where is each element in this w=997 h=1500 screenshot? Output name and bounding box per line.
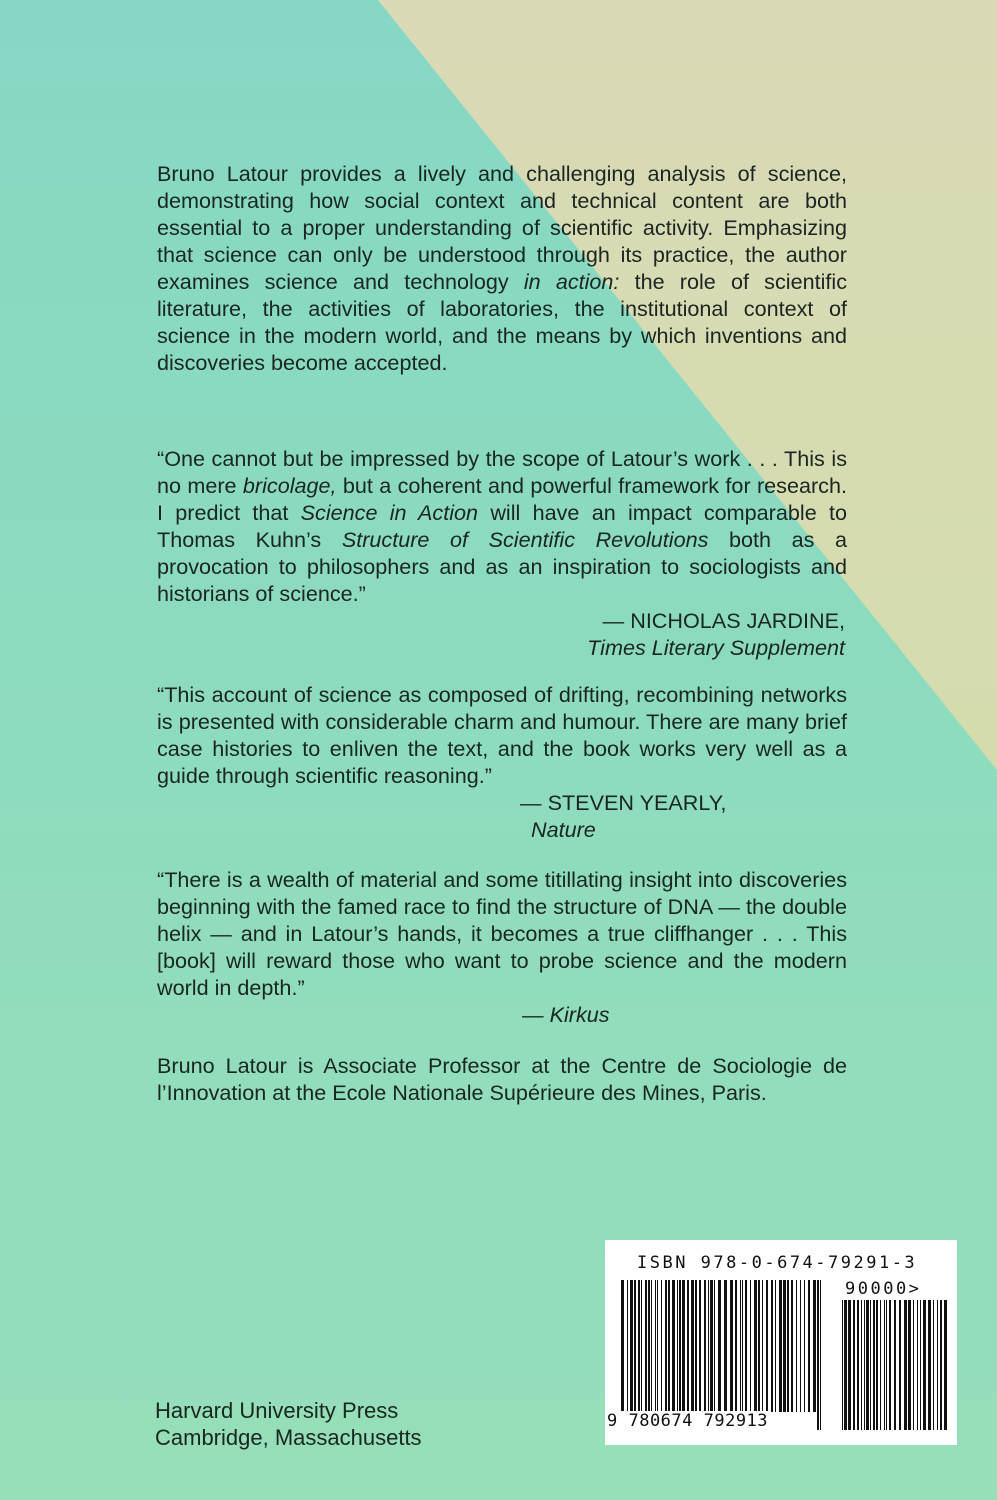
jardine-text-4: both as a provocation to philosophers and as an inspiration to sociologists and historians of science.”	[157, 527, 848, 606]
publisher-imprint	[155, 1397, 422, 1451]
barcode-bar	[944, 1300, 947, 1430]
barcode-bar	[928, 1300, 931, 1430]
barcode-bar	[940, 1300, 942, 1430]
barcode-bar	[889, 1300, 891, 1430]
barcode-bar	[899, 1300, 901, 1430]
barcode-bar	[648, 1280, 650, 1412]
barcode-bar	[750, 1280, 751, 1412]
barcode-bar	[908, 1300, 911, 1430]
barcode-bar	[857, 1300, 859, 1430]
barcode-bar	[894, 1300, 896, 1430]
jardine-text-3: will have an impact comparable to Thomas Kuhn’s	[157, 500, 847, 552]
jardine-source	[157, 634, 847, 661]
barcode-bar	[771, 1280, 773, 1412]
isbn-label: ISBN 978-0-674-79291-3	[637, 1253, 918, 1273]
barcode-bar	[876, 1300, 878, 1430]
barcode-bar	[884, 1300, 885, 1430]
barcode-bar	[766, 1280, 768, 1412]
description-text-2: the role of scientific literature, the activities of laboratories, the institutional context of science in the modern world, and the means by which inventions and discoveries become accepted.	[157, 269, 847, 375]
barcode-bar	[655, 1280, 656, 1412]
barcode-bar	[870, 1300, 871, 1430]
barcode-bar	[665, 1280, 667, 1412]
barcode-digits: 9 780674 792913	[607, 1411, 769, 1431]
jardine-italic-2: Science in Action	[300, 500, 479, 525]
barcode-bar	[641, 1280, 642, 1412]
barcode-bar	[783, 1280, 786, 1412]
barcode-bar	[873, 1300, 875, 1430]
barcode-bar	[842, 1300, 843, 1430]
kirkus-text: “There is a wealth of material and some titillating insight into discoveries beginning with the famed race to find the structure of DNA — the double helix — and in Latour’s hands, it becomes a true cliffhanger . . . This [book] will reward those who want to probe science and the modern world in depth.”	[157, 867, 847, 1000]
barcode-bar	[904, 1300, 907, 1430]
jardine-source-italic: Times Literary Supplement	[587, 635, 845, 660]
barcode-bar	[742, 1280, 743, 1412]
barcode-bar	[861, 1300, 862, 1430]
barcode-bar	[848, 1300, 851, 1430]
barcode-bar	[813, 1280, 816, 1412]
barcode-bar	[691, 1280, 694, 1412]
barcode-bar	[817, 1280, 819, 1430]
jardine-text-1: “One cannot but be impressed by the scope of Latour’s work . . . This is no mere	[157, 446, 847, 498]
quote-kirkus	[157, 866, 847, 1028]
barcode-bar	[913, 1300, 914, 1430]
publisher-location: Cambridge, Massachusetts	[155, 1425, 422, 1450]
book-description	[157, 160, 847, 376]
barcode-bar	[937, 1300, 938, 1430]
barcode-bar	[638, 1280, 640, 1412]
barcode-bar	[787, 1280, 789, 1412]
barcode-bar	[657, 1280, 658, 1412]
barcode-bar	[791, 1280, 793, 1412]
barcode-bar	[710, 1280, 713, 1412]
author-bio	[157, 1052, 847, 1106]
barcode-bar	[677, 1280, 678, 1412]
barcode-bar	[740, 1280, 741, 1412]
barcode-bar	[687, 1280, 689, 1412]
barcode-bar	[621, 1280, 624, 1430]
barcode-bar	[796, 1280, 797, 1412]
yearly-source-italic: Nature	[531, 817, 596, 842]
barcode-bar	[923, 1300, 926, 1430]
barcode-bar	[820, 1280, 821, 1430]
price-addon-barcode	[840, 1300, 950, 1430]
barcode-bar	[645, 1280, 647, 1412]
barcode-bar	[714, 1280, 715, 1412]
barcode-bar	[627, 1280, 628, 1430]
description-text-1: Bruno Latour provides a lively and challenging analysis of science, demonstrating how social context and technical content are both essential to a proper understanding of scientific activity. Emphasizing that science can only be understood through its practice, the author examines science and technology	[157, 161, 847, 294]
barcode-bar	[668, 1280, 670, 1412]
barcode-bar	[933, 1300, 934, 1430]
jardine-italic-1: bricolage,	[242, 473, 337, 498]
barcode-bar	[775, 1280, 776, 1412]
barcode-bar	[866, 1300, 869, 1430]
quote-yearly	[157, 681, 847, 843]
barcode-bar	[735, 1280, 737, 1412]
yearly-text: “This account of science as composed of drifting, recombining networks is presented with considerable charm and humour. There are many brief case histories to enliven the text, and the book works very well as a guide through scientific reasoning.”	[157, 682, 847, 788]
barcode-bar	[708, 1280, 709, 1412]
barcode-bar	[917, 1300, 918, 1430]
jardine-author: — NICHOLAS JARDINE,	[602, 608, 845, 633]
kirkus-source-italic: — Kirkus	[522, 1002, 610, 1027]
barcode-bar	[704, 1280, 706, 1412]
barcode-bar	[695, 1280, 697, 1412]
barcode-bar	[651, 1280, 652, 1412]
barcode-bar	[672, 1280, 675, 1412]
barcode-bar	[920, 1300, 921, 1430]
barcode-bar	[724, 1280, 727, 1430]
jardine-italic-3: Structure of Scientific Revolutions	[341, 527, 709, 552]
barcode-bar	[730, 1280, 733, 1412]
barcode-bar	[758, 1280, 760, 1412]
jardine-text-2: but a coherent and powerful framework for research. I predict that	[157, 473, 847, 525]
barcode-bar	[886, 1300, 887, 1430]
barcode-bar	[699, 1280, 701, 1412]
barcode-bar	[800, 1280, 801, 1412]
barcode-bar	[880, 1300, 881, 1430]
barcode-bar	[679, 1280, 681, 1412]
ean-barcode	[619, 1280, 825, 1430]
yearly-author: — STEVEN YEARLY,	[520, 790, 727, 815]
publisher-name: Harvard University Press	[155, 1398, 399, 1423]
barcode-bar	[762, 1280, 763, 1412]
barcode-bar	[864, 1300, 865, 1430]
barcode-bar	[804, 1280, 805, 1412]
barcode-bar	[682, 1280, 685, 1412]
barcode-bar	[808, 1280, 810, 1412]
barcode-bar	[844, 1300, 847, 1430]
kirkus-source	[157, 1001, 847, 1028]
author-bio-text: Bruno Latour is Associate Professor at the Centre de Sociologie de l’Innovation at the Ecole Nationale Supérieure des Mines, Paris.	[157, 1053, 847, 1105]
barcode-bar	[779, 1280, 782, 1412]
barcode-box	[605, 1240, 957, 1445]
barcode-bar	[661, 1280, 662, 1412]
yearly-source	[157, 816, 847, 843]
barcode-bar	[630, 1280, 633, 1412]
price-code-label: 90000>	[845, 1279, 922, 1299]
quote-jardine	[157, 445, 847, 661]
barcode-bar	[745, 1280, 747, 1412]
barcode-bar	[853, 1300, 855, 1430]
barcode-bar	[754, 1280, 757, 1412]
description-italic: in action:	[523, 269, 620, 294]
barcode-bar	[718, 1280, 721, 1412]
barcode-bar	[634, 1280, 636, 1412]
